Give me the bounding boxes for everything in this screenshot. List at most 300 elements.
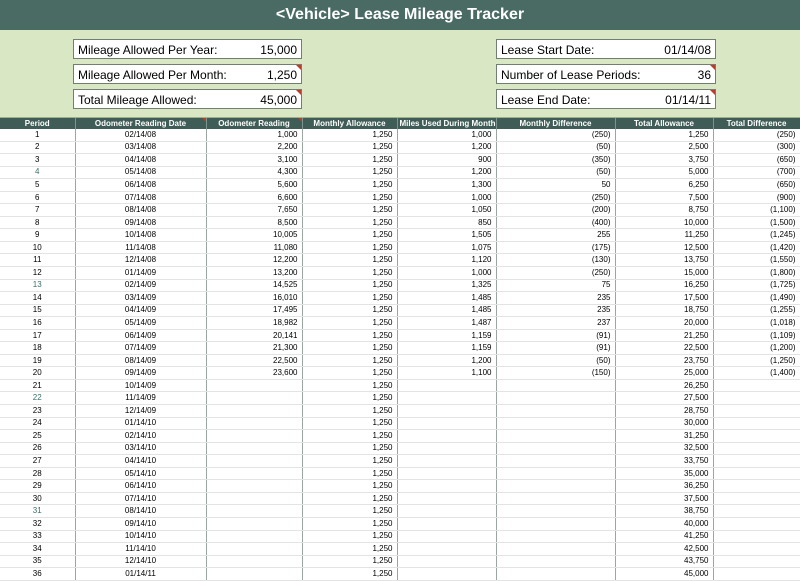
monthly-difference-cell[interactable]: (250) (496, 129, 615, 141)
date-cell[interactable]: 07/14/09 (75, 342, 206, 355)
monthly-difference-cell[interactable]: (175) (496, 241, 615, 254)
odometer-cell[interactable]: 1,000 (206, 129, 302, 141)
monthly-difference-cell[interactable] (496, 430, 615, 443)
monthly-difference-cell[interactable]: 237 (496, 317, 615, 330)
period-cell[interactable]: 11 (0, 254, 75, 267)
monthly-allowance-cell[interactable]: 1,250 (302, 304, 397, 317)
total-allowance-cell[interactable]: 7,500 (615, 191, 713, 204)
monthly-difference-cell[interactable]: (200) (496, 204, 615, 217)
period-cell[interactable]: 31 (0, 505, 75, 518)
monthly-allowance-cell[interactable]: 1,250 (302, 543, 397, 556)
date-cell[interactable]: 12/14/08 (75, 254, 206, 267)
total-difference-cell[interactable] (713, 480, 800, 493)
monthly-difference-cell[interactable] (496, 467, 615, 480)
date-cell[interactable]: 02/14/09 (75, 279, 206, 292)
date-cell[interactable]: 02/14/08 (75, 129, 206, 141)
monthly-difference-cell[interactable] (496, 530, 615, 543)
monthly-allowance-cell[interactable]: 1,250 (302, 166, 397, 179)
miles-used-cell[interactable] (397, 543, 496, 556)
period-cell[interactable]: 5 (0, 179, 75, 192)
period-cell[interactable]: 33 (0, 530, 75, 543)
period-cell[interactable]: 26 (0, 442, 75, 455)
miles-used-cell[interactable] (397, 530, 496, 543)
total-allowance-cell[interactable]: 11,250 (615, 229, 713, 242)
monthly-allowance-cell[interactable]: 1,250 (302, 254, 397, 267)
odometer-cell[interactable]: 10,005 (206, 229, 302, 242)
monthly-difference-cell[interactable] (496, 517, 615, 530)
total-difference-cell[interactable]: (650) (713, 179, 800, 192)
date-cell[interactable]: 07/14/10 (75, 492, 206, 505)
period-cell[interactable]: 27 (0, 455, 75, 468)
total-allowance-cell[interactable]: 22,500 (615, 342, 713, 355)
monthly-allowance-cell[interactable]: 1,250 (302, 530, 397, 543)
odometer-cell[interactable]: 21,300 (206, 342, 302, 355)
odometer-cell[interactable]: 6,600 (206, 191, 302, 204)
odometer-cell[interactable] (206, 467, 302, 480)
date-cell[interactable]: 04/14/09 (75, 304, 206, 317)
total-difference-cell[interactable] (713, 505, 800, 518)
col-header-monthly-difference[interactable]: Monthly Difference (496, 118, 615, 129)
miles-used-cell[interactable]: 1,100 (397, 367, 496, 380)
date-cell[interactable]: 06/14/09 (75, 329, 206, 342)
miles-used-cell[interactable] (397, 492, 496, 505)
monthly-allowance-cell[interactable]: 1,250 (302, 505, 397, 518)
monthly-allowance-cell[interactable]: 1,250 (302, 279, 397, 292)
odometer-cell[interactable] (206, 480, 302, 493)
total-difference-cell[interactable] (713, 455, 800, 468)
total-allowance-cell[interactable]: 27,500 (615, 392, 713, 405)
period-cell[interactable]: 16 (0, 317, 75, 330)
total-allowance-cell[interactable]: 35,000 (615, 467, 713, 480)
miles-used-cell[interactable] (397, 379, 496, 392)
total-allowance-cell[interactable]: 30,000 (615, 417, 713, 430)
odometer-cell[interactable] (206, 517, 302, 530)
odometer-cell[interactable]: 13,200 (206, 267, 302, 280)
miles-used-cell[interactable]: 1,200 (397, 166, 496, 179)
miles-used-cell[interactable]: 1,487 (397, 317, 496, 330)
monthly-allowance-cell[interactable]: 1,250 (302, 292, 397, 305)
col-header-miles-used[interactable]: Miles Used During Month (397, 118, 496, 129)
date-cell[interactable]: 10/14/09 (75, 379, 206, 392)
monthly-allowance-cell[interactable]: 1,250 (302, 129, 397, 141)
period-cell[interactable]: 24 (0, 417, 75, 430)
miles-used-cell[interactable]: 1,200 (397, 141, 496, 154)
miles-used-cell[interactable]: 1,200 (397, 354, 496, 367)
total-difference-cell[interactable]: (650) (713, 154, 800, 167)
mileage-per-month-field[interactable] (73, 64, 302, 84)
monthly-difference-cell[interactable]: (91) (496, 342, 615, 355)
odometer-cell[interactable]: 14,525 (206, 279, 302, 292)
col-header-odometer-date[interactable] (75, 118, 206, 129)
monthly-difference-cell[interactable] (496, 555, 615, 568)
total-difference-cell[interactable] (713, 543, 800, 556)
period-cell[interactable]: 19 (0, 354, 75, 367)
monthly-difference-cell[interactable]: 255 (496, 229, 615, 242)
total-difference-cell[interactable]: (250) (713, 129, 800, 141)
monthly-allowance-cell[interactable]: 1,250 (302, 154, 397, 167)
date-cell[interactable]: 03/14/09 (75, 292, 206, 305)
total-difference-cell[interactable] (713, 442, 800, 455)
period-cell[interactable]: 8 (0, 216, 75, 229)
monthly-difference-cell[interactable] (496, 568, 615, 581)
miles-used-cell[interactable]: 850 (397, 216, 496, 229)
total-difference-cell[interactable]: (1,400) (713, 367, 800, 380)
odometer-cell[interactable] (206, 379, 302, 392)
monthly-difference-cell[interactable] (496, 505, 615, 518)
period-cell[interactable]: 35 (0, 555, 75, 568)
total-difference-cell[interactable]: (1,550) (713, 254, 800, 267)
monthly-difference-cell[interactable]: (50) (496, 354, 615, 367)
total-allowance-cell[interactable]: 36,250 (615, 480, 713, 493)
odometer-cell[interactable]: 22,500 (206, 354, 302, 367)
odometer-cell[interactable]: 7,650 (206, 204, 302, 217)
total-difference-cell[interactable]: (1,250) (713, 354, 800, 367)
total-difference-cell[interactable] (713, 392, 800, 405)
period-cell[interactable]: 22 (0, 392, 75, 405)
miles-used-cell[interactable]: 900 (397, 154, 496, 167)
miles-used-cell[interactable]: 1,000 (397, 267, 496, 280)
monthly-allowance-cell[interactable]: 1,250 (302, 216, 397, 229)
total-difference-cell[interactable]: (1,100) (713, 204, 800, 217)
date-cell[interactable]: 11/14/09 (75, 392, 206, 405)
odometer-cell[interactable] (206, 568, 302, 581)
miles-used-cell[interactable]: 1,000 (397, 191, 496, 204)
total-allowance-cell[interactable]: 21,250 (615, 329, 713, 342)
date-cell[interactable]: 06/14/10 (75, 480, 206, 493)
total-allowance-cell[interactable]: 45,000 (615, 568, 713, 581)
total-allowance-cell[interactable]: 10,000 (615, 216, 713, 229)
monthly-allowance-cell[interactable]: 1,250 (302, 568, 397, 581)
date-cell[interactable]: 04/14/08 (75, 154, 206, 167)
date-cell[interactable]: 09/14/08 (75, 216, 206, 229)
monthly-difference-cell[interactable]: 235 (496, 292, 615, 305)
date-cell[interactable]: 01/14/10 (75, 417, 206, 430)
odometer-cell[interactable] (206, 492, 302, 505)
date-cell[interactable]: 04/14/10 (75, 455, 206, 468)
monthly-difference-cell[interactable] (496, 492, 615, 505)
date-cell[interactable]: 09/14/09 (75, 367, 206, 380)
monthly-allowance-cell[interactable]: 1,250 (302, 204, 397, 217)
miles-used-cell[interactable]: 1,300 (397, 179, 496, 192)
monthly-difference-cell[interactable] (496, 455, 615, 468)
monthly-difference-cell[interactable]: (150) (496, 367, 615, 380)
monthly-allowance-cell[interactable]: 1,250 (302, 229, 397, 242)
odometer-cell[interactable] (206, 430, 302, 443)
period-cell[interactable]: 15 (0, 304, 75, 317)
monthly-allowance-cell[interactable]: 1,250 (302, 492, 397, 505)
monthly-allowance-cell[interactable]: 1,250 (302, 267, 397, 280)
date-cell[interactable]: 08/14/08 (75, 204, 206, 217)
total-allowance-cell[interactable]: 8,750 (615, 204, 713, 217)
total-difference-cell[interactable]: (1,200) (713, 342, 800, 355)
monthly-difference-cell[interactable]: 235 (496, 304, 615, 317)
monthly-allowance-cell[interactable]: 1,250 (302, 317, 397, 330)
miles-used-cell[interactable] (397, 430, 496, 443)
miles-used-cell[interactable] (397, 568, 496, 581)
period-cell[interactable]: 25 (0, 430, 75, 443)
odometer-cell[interactable]: 8,500 (206, 216, 302, 229)
total-allowance-cell[interactable]: 43,750 (615, 555, 713, 568)
monthly-allowance-cell[interactable]: 1,250 (302, 179, 397, 192)
period-cell[interactable]: 32 (0, 517, 75, 530)
monthly-difference-cell[interactable] (496, 405, 615, 418)
monthly-difference-cell[interactable] (496, 417, 615, 430)
miles-used-cell[interactable] (397, 467, 496, 480)
date-cell[interactable]: 05/14/10 (75, 467, 206, 480)
odometer-cell[interactable]: 2,200 (206, 141, 302, 154)
miles-used-cell[interactable]: 1,120 (397, 254, 496, 267)
odometer-cell[interactable]: 3,100 (206, 154, 302, 167)
odometer-cell[interactable]: 4,300 (206, 166, 302, 179)
period-cell[interactable]: 28 (0, 467, 75, 480)
miles-used-cell[interactable]: 1,000 (397, 129, 496, 141)
total-difference-cell[interactable]: (1,490) (713, 292, 800, 305)
col-header-period[interactable]: Period (0, 118, 75, 129)
odometer-cell[interactable] (206, 543, 302, 556)
total-difference-cell[interactable] (713, 379, 800, 392)
monthly-allowance-cell[interactable]: 1,250 (302, 442, 397, 455)
period-cell[interactable]: 12 (0, 267, 75, 280)
monthly-allowance-cell[interactable]: 1,250 (302, 379, 397, 392)
monthly-allowance-cell[interactable]: 1,250 (302, 354, 397, 367)
total-allowance-cell[interactable]: 2,500 (615, 141, 713, 154)
total-allowance-cell[interactable]: 28,750 (615, 405, 713, 418)
total-difference-cell[interactable] (713, 555, 800, 568)
monthly-allowance-cell[interactable]: 1,250 (302, 417, 397, 430)
period-cell[interactable]: 34 (0, 543, 75, 556)
odometer-cell[interactable]: 20,141 (206, 329, 302, 342)
monthly-difference-cell[interactable] (496, 442, 615, 455)
miles-used-cell[interactable]: 1,050 (397, 204, 496, 217)
date-cell[interactable]: 11/14/08 (75, 241, 206, 254)
period-cell[interactable]: 30 (0, 492, 75, 505)
period-cell[interactable]: 3 (0, 154, 75, 167)
miles-used-cell[interactable]: 1,075 (397, 241, 496, 254)
date-cell[interactable]: 11/14/10 (75, 543, 206, 556)
total-difference-cell[interactable]: (1,420) (713, 241, 800, 254)
period-cell[interactable]: 4 (0, 166, 75, 179)
odometer-cell[interactable]: 17,495 (206, 304, 302, 317)
monthly-difference-cell[interactable]: (250) (496, 191, 615, 204)
total-difference-cell[interactable] (713, 417, 800, 430)
comment-indicator-icon[interactable] (710, 65, 715, 70)
odometer-cell[interactable] (206, 530, 302, 543)
period-cell[interactable]: 7 (0, 204, 75, 217)
miles-used-cell[interactable] (397, 517, 496, 530)
date-cell[interactable]: 03/14/08 (75, 141, 206, 154)
date-cell[interactable]: 03/14/10 (75, 442, 206, 455)
total-allowance-cell[interactable]: 25,000 (615, 367, 713, 380)
monthly-allowance-cell[interactable]: 1,250 (302, 329, 397, 342)
date-cell[interactable]: 05/14/08 (75, 166, 206, 179)
total-difference-cell[interactable]: (900) (713, 191, 800, 204)
period-cell[interactable]: 14 (0, 292, 75, 305)
col-header-odometer-reading[interactable] (206, 118, 302, 129)
monthly-allowance-cell[interactable]: 1,250 (302, 455, 397, 468)
odometer-cell[interactable]: 18,982 (206, 317, 302, 330)
monthly-difference-cell[interactable]: (350) (496, 154, 615, 167)
total-difference-cell[interactable]: (1,245) (713, 229, 800, 242)
col-header-monthly-allowance[interactable]: Monthly Allowance (302, 118, 397, 129)
num-periods-field[interactable] (496, 64, 716, 84)
monthly-difference-cell[interactable]: (250) (496, 267, 615, 280)
date-cell[interactable]: 10/14/08 (75, 229, 206, 242)
date-cell[interactable]: 05/14/09 (75, 317, 206, 330)
date-cell[interactable]: 02/14/10 (75, 430, 206, 443)
monthly-allowance-cell[interactable]: 1,250 (302, 405, 397, 418)
monthly-difference-cell[interactable] (496, 392, 615, 405)
total-allowance-cell[interactable]: 3,750 (615, 154, 713, 167)
total-difference-cell[interactable] (713, 492, 800, 505)
comment-indicator-icon[interactable] (296, 90, 301, 95)
total-allowance-cell[interactable]: 16,250 (615, 279, 713, 292)
period-cell[interactable]: 36 (0, 568, 75, 581)
date-cell[interactable]: 01/14/11 (75, 568, 206, 581)
miles-used-cell[interactable] (397, 555, 496, 568)
miles-used-cell[interactable]: 1,159 (397, 329, 496, 342)
total-allowance-cell[interactable]: 42,500 (615, 543, 713, 556)
monthly-difference-cell[interactable]: 75 (496, 279, 615, 292)
miles-used-cell[interactable] (397, 480, 496, 493)
comment-indicator-icon[interactable] (298, 118, 302, 122)
monthly-difference-cell[interactable]: 50 (496, 179, 615, 192)
date-cell[interactable]: 07/14/08 (75, 191, 206, 204)
col-header-total-allowance[interactable]: Total Allowance (615, 118, 713, 129)
miles-used-cell[interactable]: 1,505 (397, 229, 496, 242)
period-cell[interactable]: 13 (0, 279, 75, 292)
miles-used-cell[interactable]: 1,325 (397, 279, 496, 292)
miles-used-cell[interactable] (397, 392, 496, 405)
total-difference-cell[interactable] (713, 467, 800, 480)
monthly-allowance-cell[interactable]: 1,250 (302, 430, 397, 443)
odometer-cell[interactable]: 23,600 (206, 367, 302, 380)
monthly-allowance-cell[interactable]: 1,250 (302, 241, 397, 254)
period-cell[interactable]: 20 (0, 367, 75, 380)
total-allowance-cell[interactable]: 41,250 (615, 530, 713, 543)
total-allowance-cell[interactable]: 5,000 (615, 166, 713, 179)
date-cell[interactable]: 12/14/09 (75, 405, 206, 418)
odometer-cell[interactable]: 12,200 (206, 254, 302, 267)
date-cell[interactable]: 08/14/10 (75, 505, 206, 518)
date-cell[interactable]: 12/14/10 (75, 555, 206, 568)
total-allowance-cell[interactable]: 38,750 (615, 505, 713, 518)
total-allowance-cell[interactable]: 40,000 (615, 517, 713, 530)
total-allowance-cell[interactable]: 1,250 (615, 129, 713, 141)
total-difference-cell[interactable]: (1,725) (713, 279, 800, 292)
miles-used-cell[interactable]: 1,159 (397, 342, 496, 355)
total-allowance-cell[interactable]: 20,000 (615, 317, 713, 330)
monthly-allowance-cell[interactable]: 1,250 (302, 191, 397, 204)
total-allowance-cell[interactable]: 17,500 (615, 292, 713, 305)
period-cell[interactable]: 9 (0, 229, 75, 242)
odometer-cell[interactable] (206, 505, 302, 518)
monthly-allowance-cell[interactable]: 1,250 (302, 467, 397, 480)
total-difference-cell[interactable]: (1,018) (713, 317, 800, 330)
odometer-cell[interactable]: 11,080 (206, 241, 302, 254)
odometer-cell[interactable] (206, 392, 302, 405)
period-cell[interactable]: 10 (0, 241, 75, 254)
total-difference-cell[interactable] (713, 430, 800, 443)
comment-indicator-icon[interactable] (296, 65, 301, 70)
total-allowance-cell[interactable]: 6,250 (615, 179, 713, 192)
monthly-difference-cell[interactable] (496, 379, 615, 392)
date-cell[interactable]: 01/14/09 (75, 267, 206, 280)
total-difference-cell[interactable]: (1,500) (713, 216, 800, 229)
date-cell[interactable]: 06/14/08 (75, 179, 206, 192)
period-cell[interactable]: 6 (0, 191, 75, 204)
lease-end-field[interactable] (496, 89, 716, 109)
monthly-allowance-cell[interactable]: 1,250 (302, 392, 397, 405)
monthly-allowance-cell[interactable]: 1,250 (302, 517, 397, 530)
period-cell[interactable]: 1 (0, 129, 75, 141)
miles-used-cell[interactable] (397, 455, 496, 468)
total-mileage-field[interactable] (73, 89, 302, 109)
total-difference-cell[interactable]: (700) (713, 166, 800, 179)
miles-used-cell[interactable] (397, 505, 496, 518)
total-difference-cell[interactable]: (1,255) (713, 304, 800, 317)
monthly-difference-cell[interactable] (496, 543, 615, 556)
odometer-cell[interactable] (206, 455, 302, 468)
total-difference-cell[interactable]: (1,109) (713, 329, 800, 342)
date-cell[interactable]: 08/14/09 (75, 354, 206, 367)
total-allowance-cell[interactable]: 15,000 (615, 267, 713, 280)
miles-used-cell[interactable]: 1,485 (397, 292, 496, 305)
monthly-allowance-cell[interactable]: 1,250 (302, 342, 397, 355)
total-difference-cell[interactable]: (1,800) (713, 267, 800, 280)
lease-start-field[interactable] (496, 39, 716, 59)
period-cell[interactable]: 2 (0, 141, 75, 154)
period-cell[interactable]: 17 (0, 329, 75, 342)
total-difference-cell[interactable] (713, 530, 800, 543)
miles-used-cell[interactable] (397, 442, 496, 455)
monthly-difference-cell[interactable]: (91) (496, 329, 615, 342)
monthly-difference-cell[interactable]: (400) (496, 216, 615, 229)
total-allowance-cell[interactable]: 18,750 (615, 304, 713, 317)
total-allowance-cell[interactable]: 23,750 (615, 354, 713, 367)
monthly-difference-cell[interactable]: (50) (496, 141, 615, 154)
period-cell[interactable]: 23 (0, 405, 75, 418)
total-difference-cell[interactable]: (300) (713, 141, 800, 154)
odometer-cell[interactable] (206, 417, 302, 430)
total-allowance-cell[interactable]: 37,500 (615, 492, 713, 505)
comment-indicator-icon[interactable] (202, 118, 206, 122)
total-allowance-cell[interactable]: 31,250 (615, 430, 713, 443)
monthly-allowance-cell[interactable]: 1,250 (302, 141, 397, 154)
total-allowance-cell[interactable]: 32,500 (615, 442, 713, 455)
mileage-per-year-field[interactable] (73, 39, 302, 59)
total-difference-cell[interactable] (713, 405, 800, 418)
total-allowance-cell[interactable]: 13,750 (615, 254, 713, 267)
monthly-difference-cell[interactable] (496, 480, 615, 493)
col-header-total-difference[interactable]: Total Difference (713, 118, 800, 129)
total-allowance-cell[interactable]: 12,500 (615, 241, 713, 254)
comment-indicator-icon[interactable] (710, 90, 715, 95)
total-allowance-cell[interactable]: 33,750 (615, 455, 713, 468)
monthly-difference-cell[interactable]: (130) (496, 254, 615, 267)
monthly-allowance-cell[interactable]: 1,250 (302, 367, 397, 380)
total-difference-cell[interactable] (713, 568, 800, 581)
odometer-cell[interactable] (206, 555, 302, 568)
miles-used-cell[interactable] (397, 405, 496, 418)
monthly-allowance-cell[interactable]: 1,250 (302, 555, 397, 568)
miles-used-cell[interactable]: 1,485 (397, 304, 496, 317)
odometer-cell[interactable] (206, 442, 302, 455)
date-cell[interactable]: 10/14/10 (75, 530, 206, 543)
period-cell[interactable]: 29 (0, 480, 75, 493)
period-cell[interactable]: 21 (0, 379, 75, 392)
period-cell[interactable]: 18 (0, 342, 75, 355)
total-allowance-cell[interactable]: 26,250 (615, 379, 713, 392)
